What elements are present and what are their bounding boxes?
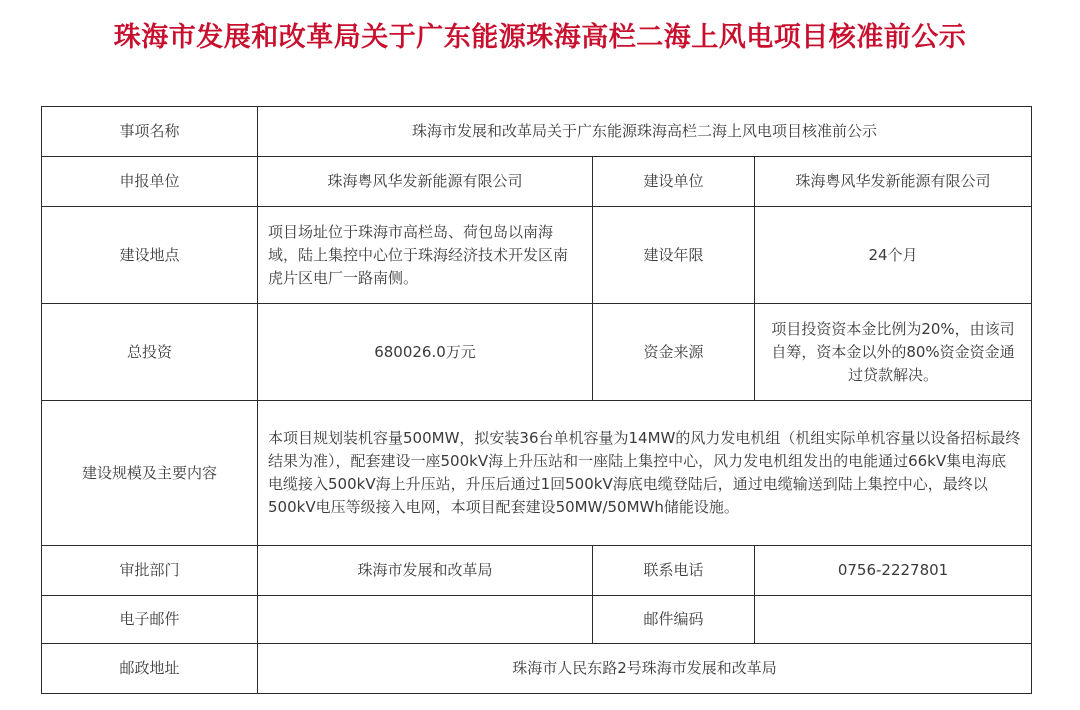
applicant-value: 珠海粤风华发新能源有限公司	[258, 157, 593, 207]
address-label: 邮政地址	[42, 644, 258, 694]
phone-value: 0756-2227801	[755, 546, 1032, 596]
applicant-label: 申报单位	[42, 157, 258, 207]
item-name-label: 事项名称	[42, 107, 258, 157]
table-row	[42, 107, 1032, 157]
duration-value: 24个月	[755, 207, 1032, 304]
table-row	[42, 546, 1032, 596]
funding-source-value: 项目投资资本金比例为20%，由该司自筹，资本金以外的80%资金资金通过贷款解决。	[755, 304, 1032, 401]
approval-dept-label: 审批部门	[42, 546, 258, 596]
scale-value: 本项目规划装机容量500MW，拟安装36台单机容量为14MW的风力发电机组（机组实际单机容量以设备招标最终结果为准），配套建设一座500kV海上升压站和一座陆上集控中心，风力发电机组发出的电能通过66kV集电海底电缆接入500kV海上升压站，升压后通过1回500kV海底电缆登陆后，通过电缆输送到陆上集控中心，最终以500kV电压等级接入电网，本项目配套建设50MW/50MWh储能设施。	[258, 401, 1032, 546]
approval-dept-value: 珠海市发展和改革局	[258, 546, 593, 596]
phone-label: 联系电话	[593, 546, 755, 596]
investment-value: 680026.0万元	[258, 304, 593, 401]
builder-value: 珠海粤风华发新能源有限公司	[755, 157, 1032, 207]
email-label: 电子邮件	[42, 596, 258, 644]
location-value: 项目场址位于珠海市高栏岛、荷包岛以南海域，陆上集控中心位于珠海经济技术开发区南虎片区电厂一路南侧。	[258, 207, 593, 304]
builder-label: 建设单位	[593, 157, 755, 207]
table-row	[42, 596, 1032, 644]
item-name-value: 珠海市发展和改革局关于广东能源珠海高栏二海上风电项目核准前公示	[258, 107, 1032, 157]
investment-label: 总投资	[42, 304, 258, 401]
location-label: 建设地点	[42, 207, 258, 304]
table-row	[42, 304, 1032, 401]
page-title: 珠海市发展和改革局关于广东能源珠海高栏二海上风电项目核准前公示	[113, 22, 967, 53]
postcode-value	[755, 596, 1032, 644]
project-info-table	[41, 106, 1032, 694]
postcode-label: 邮件编码	[593, 596, 755, 644]
funding-source-label: 资金来源	[593, 304, 755, 401]
email-value	[258, 596, 593, 644]
table-row	[42, 644, 1032, 694]
duration-label: 建设年限	[593, 207, 755, 304]
table-row	[42, 207, 1032, 304]
address-value: 珠海市人民东路2号珠海市发展和改革局	[258, 644, 1032, 694]
scale-label: 建设规模及主要内容	[42, 401, 258, 546]
table-row	[42, 157, 1032, 207]
table-row	[42, 401, 1032, 546]
